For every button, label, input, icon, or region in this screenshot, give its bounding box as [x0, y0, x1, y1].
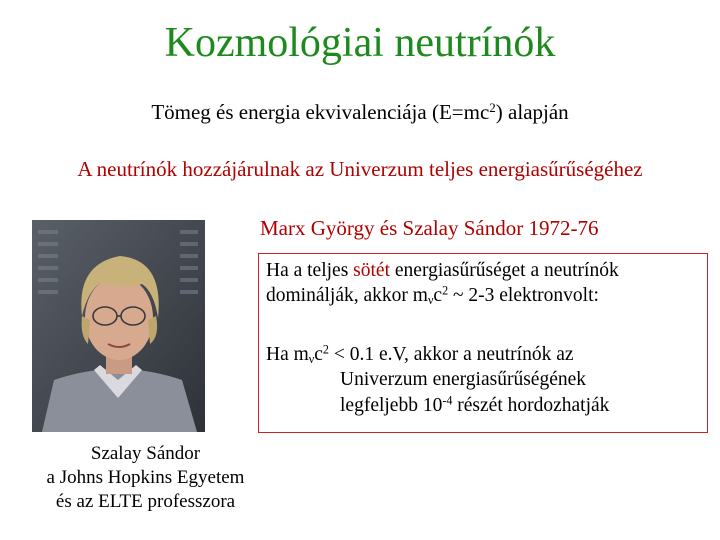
squared-superscript-2: 2: [322, 342, 329, 357]
dark-highlight: sötét: [353, 260, 391, 281]
subtitle-text-start: Tömeg és energia ekvivalenciája (E=mc: [151, 100, 490, 124]
caption-line-name: Szalay Sándor: [90, 443, 201, 464]
dominance-text-3: dominálják, akkor m: [266, 285, 428, 307]
caption-line-university: a Johns Hopkins Egyetem: [46, 466, 245, 488]
c-symbol-2: c: [314, 344, 323, 365]
photo-caption: [18, 442, 273, 513]
c-symbol: c: [433, 285, 443, 307]
limit-line-3: [266, 393, 609, 418]
dominance-line-2: [266, 283, 619, 308]
claim-line: A neutrínók hozzájárulnak az Univerzum teljes energiasűrűségéhez: [77, 157, 643, 181]
portrait-photo: [32, 220, 205, 432]
subtitle-text-end: ) alapján: [495, 100, 569, 124]
dominance-text-1: Ha a teljes: [266, 260, 354, 281]
nu-subscript-2: ν: [308, 352, 315, 367]
slide-title: Kozmológiai neutrínók: [164, 20, 556, 66]
exponent-superscript: -4: [442, 393, 453, 408]
caption-line-professor: és az ELTE professzora: [55, 490, 236, 512]
limit-line-2: Univerzum energiasűrűségének: [340, 369, 587, 391]
limit-line-1: [266, 342, 609, 367]
limit-text-4: részét hordozhatják: [452, 394, 610, 416]
subtitle-superscript: 2: [489, 99, 496, 115]
limit-text-1: Ha m: [266, 344, 309, 365]
dominance-text-4: ~ 2-3 elektronvolt:: [448, 285, 599, 307]
portrait-illustration: [32, 220, 205, 432]
dominance-line-1: [266, 258, 619, 283]
info-box: [258, 253, 708, 433]
squared-superscript: 2: [442, 283, 449, 298]
limit-text-3: legfeljebb 10: [340, 394, 443, 416]
authors-line: Marx György és Szalay Sándor 1972-76: [260, 216, 599, 240]
dominance-text-2: energiasűrűséget a neutrínók: [390, 260, 619, 281]
subtitle: [0, 100, 720, 125]
limit-paragraph: [266, 342, 609, 418]
dominance-paragraph: [266, 258, 619, 309]
limit-text-2: < 0.1 e.V, akkor a neutrínók az: [328, 344, 574, 365]
nu-subscript: ν: [427, 293, 434, 308]
